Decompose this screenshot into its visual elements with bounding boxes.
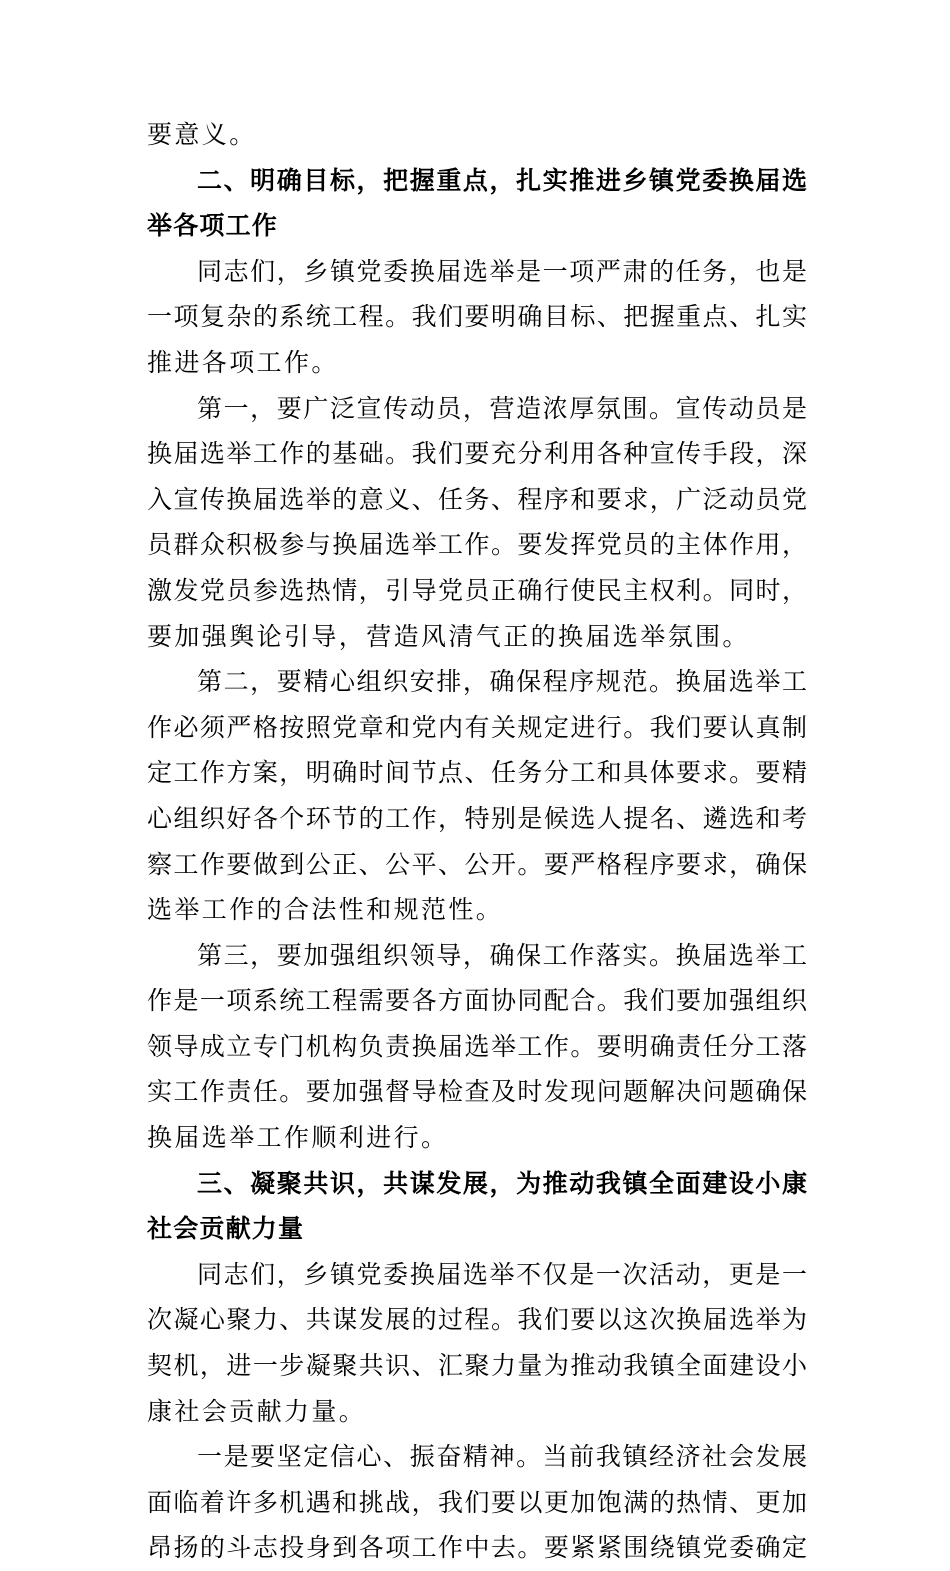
line-text: 第二，要精心组织安排，确保程序规范。换届选举工 <box>197 667 807 697</box>
line-text: 入宣传换届选举的意义、任务、程序和要求，广泛动员党 <box>147 484 807 514</box>
paragraph-line <box>147 112 807 158</box>
paragraph-line <box>147 522 807 568</box>
paragraph-line <box>147 1252 807 1298</box>
paragraph-line <box>147 1525 807 1571</box>
paragraph-line <box>147 1343 807 1389</box>
line-text: 实工作责任。要加强督导检查及时发现问题解决问题确保 <box>147 1077 807 1107</box>
paragraph-line <box>147 477 807 523</box>
line-text: 面临着许多机遇和挑战，我们要以更加饱满的热情、更加 <box>147 1487 807 1517</box>
paragraph-line <box>147 887 807 933</box>
line-text: 契机，进一步凝聚共识、汇聚力量为推动我镇全面建设小 <box>147 1351 807 1381</box>
paragraph-line <box>147 1389 807 1435</box>
paragraph-line <box>147 705 807 751</box>
line-text: 第三，要加强组织领导，确保工作落实。换届选举工 <box>197 940 807 970</box>
line-text: 领导成立专门机构负责换届选举工作。要明确责任分工落 <box>147 1031 807 1061</box>
paragraph-line <box>147 1115 807 1161</box>
section-heading-line <box>147 1206 807 1252</box>
paragraph-line <box>147 614 807 660</box>
paragraph-line <box>147 1069 807 1115</box>
line-text: 举各项工作 <box>147 211 279 241</box>
line-text: 次凝心聚力、共谋发展的过程。我们要以这次换届选举为 <box>147 1305 807 1335</box>
document-page <box>147 112 807 1571</box>
line-text: 心组织好各个环节的工作，特别是候选人提名、遴选和考 <box>147 803 807 833</box>
paragraph-line <box>147 386 807 432</box>
paragraph-line <box>147 659 807 705</box>
paragraph-line <box>147 1434 807 1480</box>
line-text: 要加强舆论引导，营造风清气正的换届选举氛围。 <box>147 621 750 651</box>
paragraph-line <box>147 750 807 796</box>
line-text: 二、明确目标，把握重点，扎实推进乡镇党委换届选 <box>197 165 807 195</box>
line-text: 察工作要做到公正、公平、公开。要严格程序要求，确保 <box>147 849 807 879</box>
paragraph-line <box>147 796 807 842</box>
line-text: 推进各项工作。 <box>147 347 339 377</box>
section-heading-line <box>147 203 807 249</box>
section-heading-line <box>147 158 807 204</box>
line-text: 同志们，乡镇党委换届选举不仅是一次活动，更是一 <box>197 1259 807 1289</box>
line-text: 选举工作的合法性和规范性。 <box>147 895 504 925</box>
line-text: 换届选举工作顺利进行。 <box>147 1123 449 1153</box>
line-text: 一项复杂的系统工程。我们要明确目标、把握重点、扎实 <box>147 302 807 332</box>
line-text: 三、凝聚共识，共谋发展，为推动我镇全面建设小康 <box>197 1168 807 1198</box>
paragraph-line <box>147 1480 807 1526</box>
section-heading-line <box>147 1161 807 1207</box>
paragraph-line <box>147 431 807 477</box>
line-text: 同志们，乡镇党委换届选举是一项严肃的任务，也是 <box>197 256 807 286</box>
line-text: 康社会贡献力量。 <box>147 1396 367 1426</box>
paragraph-line <box>147 1024 807 1070</box>
line-text: 要意义。 <box>147 120 257 149</box>
paragraph-line <box>147 978 807 1024</box>
paragraph-line <box>147 249 807 295</box>
line-text: 定工作方案，明确时间节点、任务分工和具体要求。要精 <box>147 758 807 788</box>
line-text: 作必须严格按照党章和党内有关规定进行。我们要认真制 <box>147 712 807 742</box>
line-text: 作是一项系统工程需要各方面协同配合。我们要加强组织 <box>147 986 807 1016</box>
line-text: 换届选举工作的基础。我们要充分利用各种宣传手段，深 <box>147 439 807 469</box>
paragraph-line <box>147 340 807 386</box>
paragraph-line <box>147 1297 807 1343</box>
line-text: 员群众积极参与换届选举工作。要发挥党员的主体作用， <box>147 530 807 560</box>
line-text: 第一，要广泛宣传动员，营造浓厚氛围。宣传动员是 <box>197 393 807 423</box>
paragraph-line <box>147 842 807 888</box>
paragraph-line <box>147 294 807 340</box>
line-text: 一是要坚定信心、振奋精神。当前我镇经济社会发展 <box>197 1442 807 1472</box>
line-text: 社会贡献力量 <box>147 1214 305 1244</box>
paragraph-line <box>147 568 807 614</box>
line-text: 激发党员参选热情，引导党员正确行使民主权利。同时， <box>147 575 807 605</box>
paragraph-line <box>147 933 807 979</box>
line-text: 昂扬的斗志投身到各项工作中去。要紧紧围绕镇党委确定 <box>147 1533 807 1563</box>
